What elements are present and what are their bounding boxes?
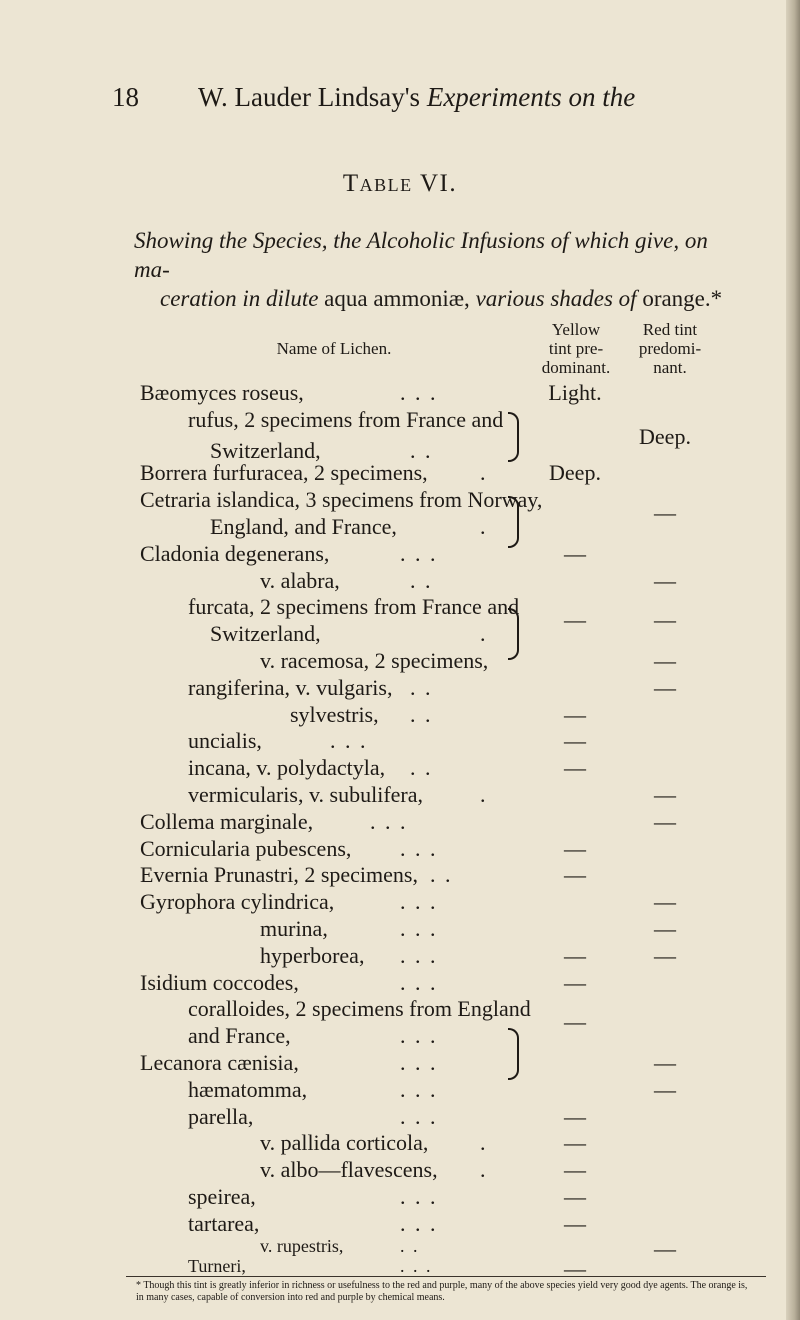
leader-dots: . . . xyxy=(400,540,438,566)
lichen-name: v. racemosa, 2 specimens, xyxy=(260,648,489,673)
leader-dots: . . xyxy=(430,862,453,888)
leader-dots: . . . xyxy=(400,1184,438,1209)
table-row xyxy=(0,541,800,571)
running-work: Experiments on the xyxy=(426,82,636,112)
column-header-yellow-line: dominant. xyxy=(541,358,611,377)
caption-line-2 xyxy=(134,284,734,313)
yellow-tint-value: Deep. xyxy=(549,460,601,486)
brace xyxy=(508,1028,519,1080)
table-row xyxy=(0,782,800,812)
table-row xyxy=(0,1050,800,1080)
yellow-tint-value: — xyxy=(564,1210,586,1236)
red-tint-value: — xyxy=(654,1236,676,1261)
leader-dots: . . . xyxy=(400,835,438,861)
table-row xyxy=(0,702,800,732)
page-number: 18 xyxy=(112,82,139,112)
yellow-tint-value: — xyxy=(564,1103,586,1129)
table-row xyxy=(0,996,800,1026)
lichen-name: vermicularis, v. subulifera, xyxy=(188,782,423,807)
table-row xyxy=(0,862,800,892)
table-row xyxy=(0,675,800,705)
lichen-name: rangiferina, v. vulgaris, xyxy=(188,674,393,700)
leader-dots: . . xyxy=(400,1236,420,1256)
column-header-name: Name of Lichen. xyxy=(276,339,392,358)
lichen-name: speirea, xyxy=(188,1184,256,1209)
lichen-name: Switzerland, xyxy=(210,621,321,647)
table-row xyxy=(0,568,800,598)
table-row xyxy=(0,970,800,1000)
red-tint-value: — xyxy=(654,916,676,941)
lichen-name: and France, xyxy=(188,1023,291,1049)
lichen-name: v. albo—flavescens, xyxy=(260,1157,438,1183)
caption-italic-a: ceration in dilute xyxy=(160,286,319,311)
yellow-tint-value: — xyxy=(564,540,586,566)
leader-dots: . . . xyxy=(400,1256,433,1276)
red-tint-value: — xyxy=(654,942,676,968)
column-header-yellow xyxy=(528,320,624,377)
table-row xyxy=(0,648,800,678)
table-row xyxy=(0,728,800,758)
lichen-name: coralloides, 2 specimens from England xyxy=(188,996,531,1022)
yellow-tint-value: — xyxy=(564,607,586,633)
lichen-name: furcata, 2 specimens from France and xyxy=(188,594,520,620)
brace xyxy=(508,412,519,462)
lichen-name: tartarea, xyxy=(188,1210,260,1236)
lichen-name: Bæomyces roseus, xyxy=(140,380,304,405)
lichen-name: Gyrophora cylindrica, xyxy=(140,889,335,915)
red-tint-value: — xyxy=(654,567,676,593)
leader-dots: . . . xyxy=(400,889,438,915)
lichen-name: incana, v. polydactyla, xyxy=(188,755,386,781)
leader-dots: . xyxy=(480,1130,488,1156)
red-tint-value: Deep. xyxy=(639,424,691,449)
table-row xyxy=(0,809,800,839)
caption-line-1: Showing the Species, the Alcoholic Infusions of which give, on ma- xyxy=(134,228,708,282)
table-row xyxy=(0,460,800,490)
leader-dots: . xyxy=(480,621,488,647)
lichen-name: Switzerland, xyxy=(210,438,321,463)
red-tint-value: — xyxy=(654,648,676,673)
table-row xyxy=(0,1130,800,1160)
table-title: Table VI. xyxy=(342,170,458,197)
leader-dots: . . xyxy=(410,701,433,727)
leader-dots: . . . xyxy=(330,728,368,754)
lichen-name: sylvestris, xyxy=(290,701,379,727)
yellow-tint-value: — xyxy=(564,701,586,727)
leader-dots: . . . xyxy=(400,380,438,405)
lichen-name: England, and France, xyxy=(210,514,397,539)
yellow-tint-value: — xyxy=(564,942,586,968)
red-tint-value: — xyxy=(654,607,676,633)
yellow-tint-value: — xyxy=(564,1256,586,1281)
table-caption xyxy=(134,226,734,313)
lichen-name: Borrera furfuracea, 2 specimens, xyxy=(140,460,428,486)
table-row xyxy=(0,916,800,946)
lichen-name: Cetraria islandica, 3 specimens from Norway, xyxy=(140,487,543,513)
yellow-tint-value: — xyxy=(564,1184,586,1209)
leader-dots: . . xyxy=(410,755,433,781)
leader-dots: . . xyxy=(410,674,433,700)
lichen-name: v. pallida corticola, xyxy=(260,1130,429,1156)
yellow-tint-value: Light. xyxy=(548,380,602,405)
yellow-tint-value: — xyxy=(564,1130,586,1156)
table-row xyxy=(0,1104,800,1134)
leader-dots: . . xyxy=(410,567,433,593)
red-tint-value: — xyxy=(654,674,676,700)
leader-dots: . . xyxy=(410,438,433,463)
table-row xyxy=(0,836,800,866)
column-header-yellow-line: tint pre- xyxy=(548,339,604,358)
column-header-red-line: nant. xyxy=(653,358,687,377)
leader-dots: . . . xyxy=(400,1210,438,1236)
red-tint-value: — xyxy=(654,500,676,525)
yellow-tint-value: — xyxy=(564,1157,586,1183)
leader-dots: . xyxy=(480,460,488,486)
lichen-name: rufus, 2 specimens from France and xyxy=(188,406,504,432)
table-row xyxy=(0,1157,800,1187)
leader-dots: . . . xyxy=(400,969,438,995)
lichen-name: Lecanora cænisia, xyxy=(140,1050,299,1075)
table-row xyxy=(0,380,800,410)
caption-italic-b: various shades of xyxy=(475,286,637,311)
red-tint-value: — xyxy=(654,808,676,834)
caption-roman-a: aqua ammoniæ, xyxy=(318,286,476,311)
yellow-tint-value: — xyxy=(564,969,586,995)
lichen-name: parella, xyxy=(188,1103,254,1129)
column-header-red-line: predomi- xyxy=(638,339,702,358)
lichen-name: uncialis, xyxy=(188,728,262,754)
column-header-red xyxy=(622,320,718,377)
leader-dots: . xyxy=(480,782,488,807)
red-tint-value: — xyxy=(654,1076,676,1102)
table-row xyxy=(0,424,800,463)
lichen-name: Isidium coccodes, xyxy=(140,969,299,995)
running-author: W. Lauder Lindsay's xyxy=(198,82,427,112)
brace xyxy=(508,496,519,548)
leader-dots: . . . xyxy=(400,1103,438,1129)
column-header-yellow-line: Yellow xyxy=(551,320,601,339)
table-row xyxy=(0,1256,800,1286)
red-tint-value: — xyxy=(654,782,676,807)
lichen-name: hæmatomma, xyxy=(188,1076,308,1102)
leader-dots: . . . xyxy=(400,916,438,941)
yellow-tint-value: — xyxy=(564,862,586,888)
red-tint-value: — xyxy=(654,889,676,915)
table-row xyxy=(0,1184,800,1214)
table-row xyxy=(0,1077,800,1107)
yellow-tint-value: — xyxy=(564,755,586,781)
column-header-red-line: Red tint xyxy=(642,320,698,339)
yellow-tint-value: — xyxy=(564,1009,586,1035)
footnote: * Though this tint is greatly inferior in richness or usefulness to the red and purple, many of the above species yield very good dye agents. The orange is, in many cases, capable of conversion into red and purple by chemical means. xyxy=(136,1280,748,1303)
lichen-name: murina, xyxy=(260,916,328,941)
leader-dots: . xyxy=(480,514,488,539)
lichen-name: Turneri, xyxy=(188,1256,246,1276)
leader-dots: . . . xyxy=(370,808,408,834)
leader-dots: . xyxy=(480,1157,488,1183)
table-row xyxy=(0,943,800,973)
table-row xyxy=(0,889,800,919)
leader-dots: . . . xyxy=(400,1050,438,1075)
red-tint-value: — xyxy=(654,1050,676,1075)
caption-roman-b: orange.* xyxy=(636,286,723,311)
leader-dots: . . . xyxy=(400,1023,438,1049)
yellow-tint-value: — xyxy=(564,835,586,861)
lichen-name: Cladonia degenerans, xyxy=(140,540,330,566)
leader-dots: . . . xyxy=(400,1076,438,1102)
running-header xyxy=(0,82,800,122)
yellow-tint-value: — xyxy=(564,728,586,754)
running-title xyxy=(198,82,635,113)
table-row xyxy=(0,755,800,785)
lichen-name: v. alabra, xyxy=(260,567,340,593)
lichen-name: Cornicularia pubescens, xyxy=(140,835,352,861)
lichen-name: Collema marginale, xyxy=(140,808,314,834)
lichen-name: hyperborea, xyxy=(260,942,365,968)
brace xyxy=(508,608,519,660)
lichen-name: v. rupestris, xyxy=(260,1236,344,1256)
leader-dots: . . . xyxy=(400,942,438,968)
lichen-name: Evernia Prunastri, 2 specimens, xyxy=(140,862,418,888)
